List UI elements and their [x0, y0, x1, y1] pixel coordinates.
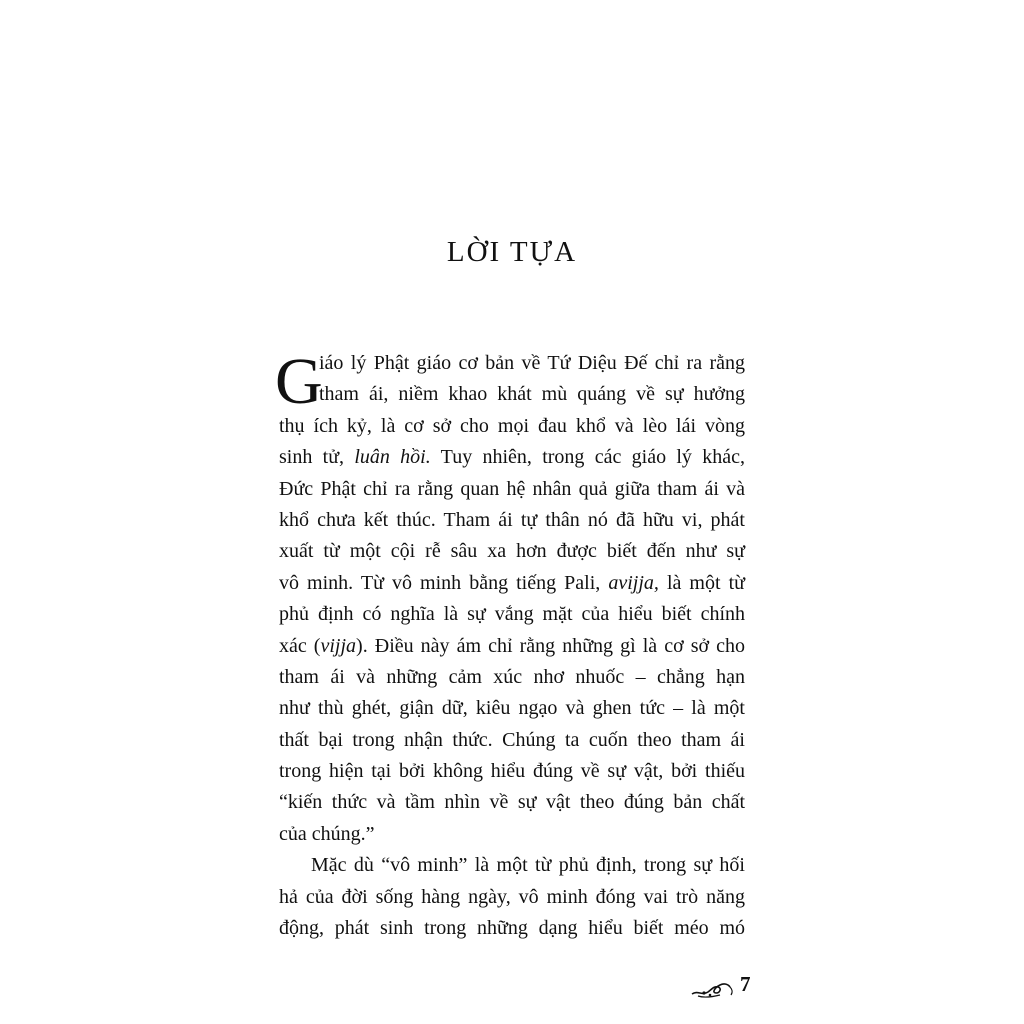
text-line: của chúng.” — [279, 822, 375, 845]
flourish-ornament-icon — [690, 978, 736, 1000]
text-line: thất bại trong nhận thức. Chúng ta cuốn theo tham ái — [279, 728, 745, 751]
text-line: như thù ghét, giận dữ, kiêu ngạo và ghen tức – là một — [279, 697, 745, 720]
body-text — [275, 345, 745, 944]
text-line: vô minh. Từ vô minh bằng tiếng Pali, avijja, là một từ — [279, 571, 745, 594]
text-line: động, phát sinh trong những dạng hiểu biết méo mó — [279, 917, 745, 940]
text-line: trong hiện tại bởi không hiểu đúng về sự vật, bởi thiếu — [279, 760, 745, 783]
text-line: tham ái và những cảm xúc nhơ nhuốc – chẳng hạn — [279, 665, 745, 688]
text-line: khổ chưa kết thúc. Tham ái tự thân nó đã hữu vi, phát — [279, 508, 745, 531]
text-line: Đức Phật chỉ ra rằng quan hệ nhân quả giữa tham ái và — [279, 477, 745, 500]
text-line: tham ái, niềm khao khát mù quáng về sự hưởng — [319, 383, 745, 406]
text-line: “kiến thức và tầm nhìn về sự vật theo đúng bản chất — [279, 791, 745, 814]
text-line: sinh tử, luân hồi. Tuy nhiên, trong các giáo lý khác, — [279, 446, 745, 469]
page-number: 7 — [740, 972, 751, 996]
text-line: Mặc dù “vô minh” là một từ phủ định, trong sự hối — [311, 854, 745, 877]
text-line: xuất từ một cội rễ sâu xa hơn được biết đến như sự — [279, 540, 745, 563]
text-line: thụ ích kỷ, là cơ sở cho mọi đau khổ và lèo lái vòng — [279, 414, 745, 437]
text-line: hả của đời sống hàng ngày, vô minh đóng vai trò năng — [279, 885, 745, 908]
text-line: iáo lý Phật giáo cơ bản về Tứ Diệu Đế chỉ ra rằng — [319, 352, 745, 374]
drop-cap: G — [275, 345, 323, 418]
text-line: xác (vijja). Điều này ám chỉ rằng những gì là cơ sở cho — [279, 634, 745, 657]
text-line: phủ định có nghĩa là sự vắng mặt của hiểu biết chính — [279, 603, 745, 626]
chapter-title: LỜI TỰA — [446, 236, 578, 268]
page-footer — [690, 972, 760, 1002]
